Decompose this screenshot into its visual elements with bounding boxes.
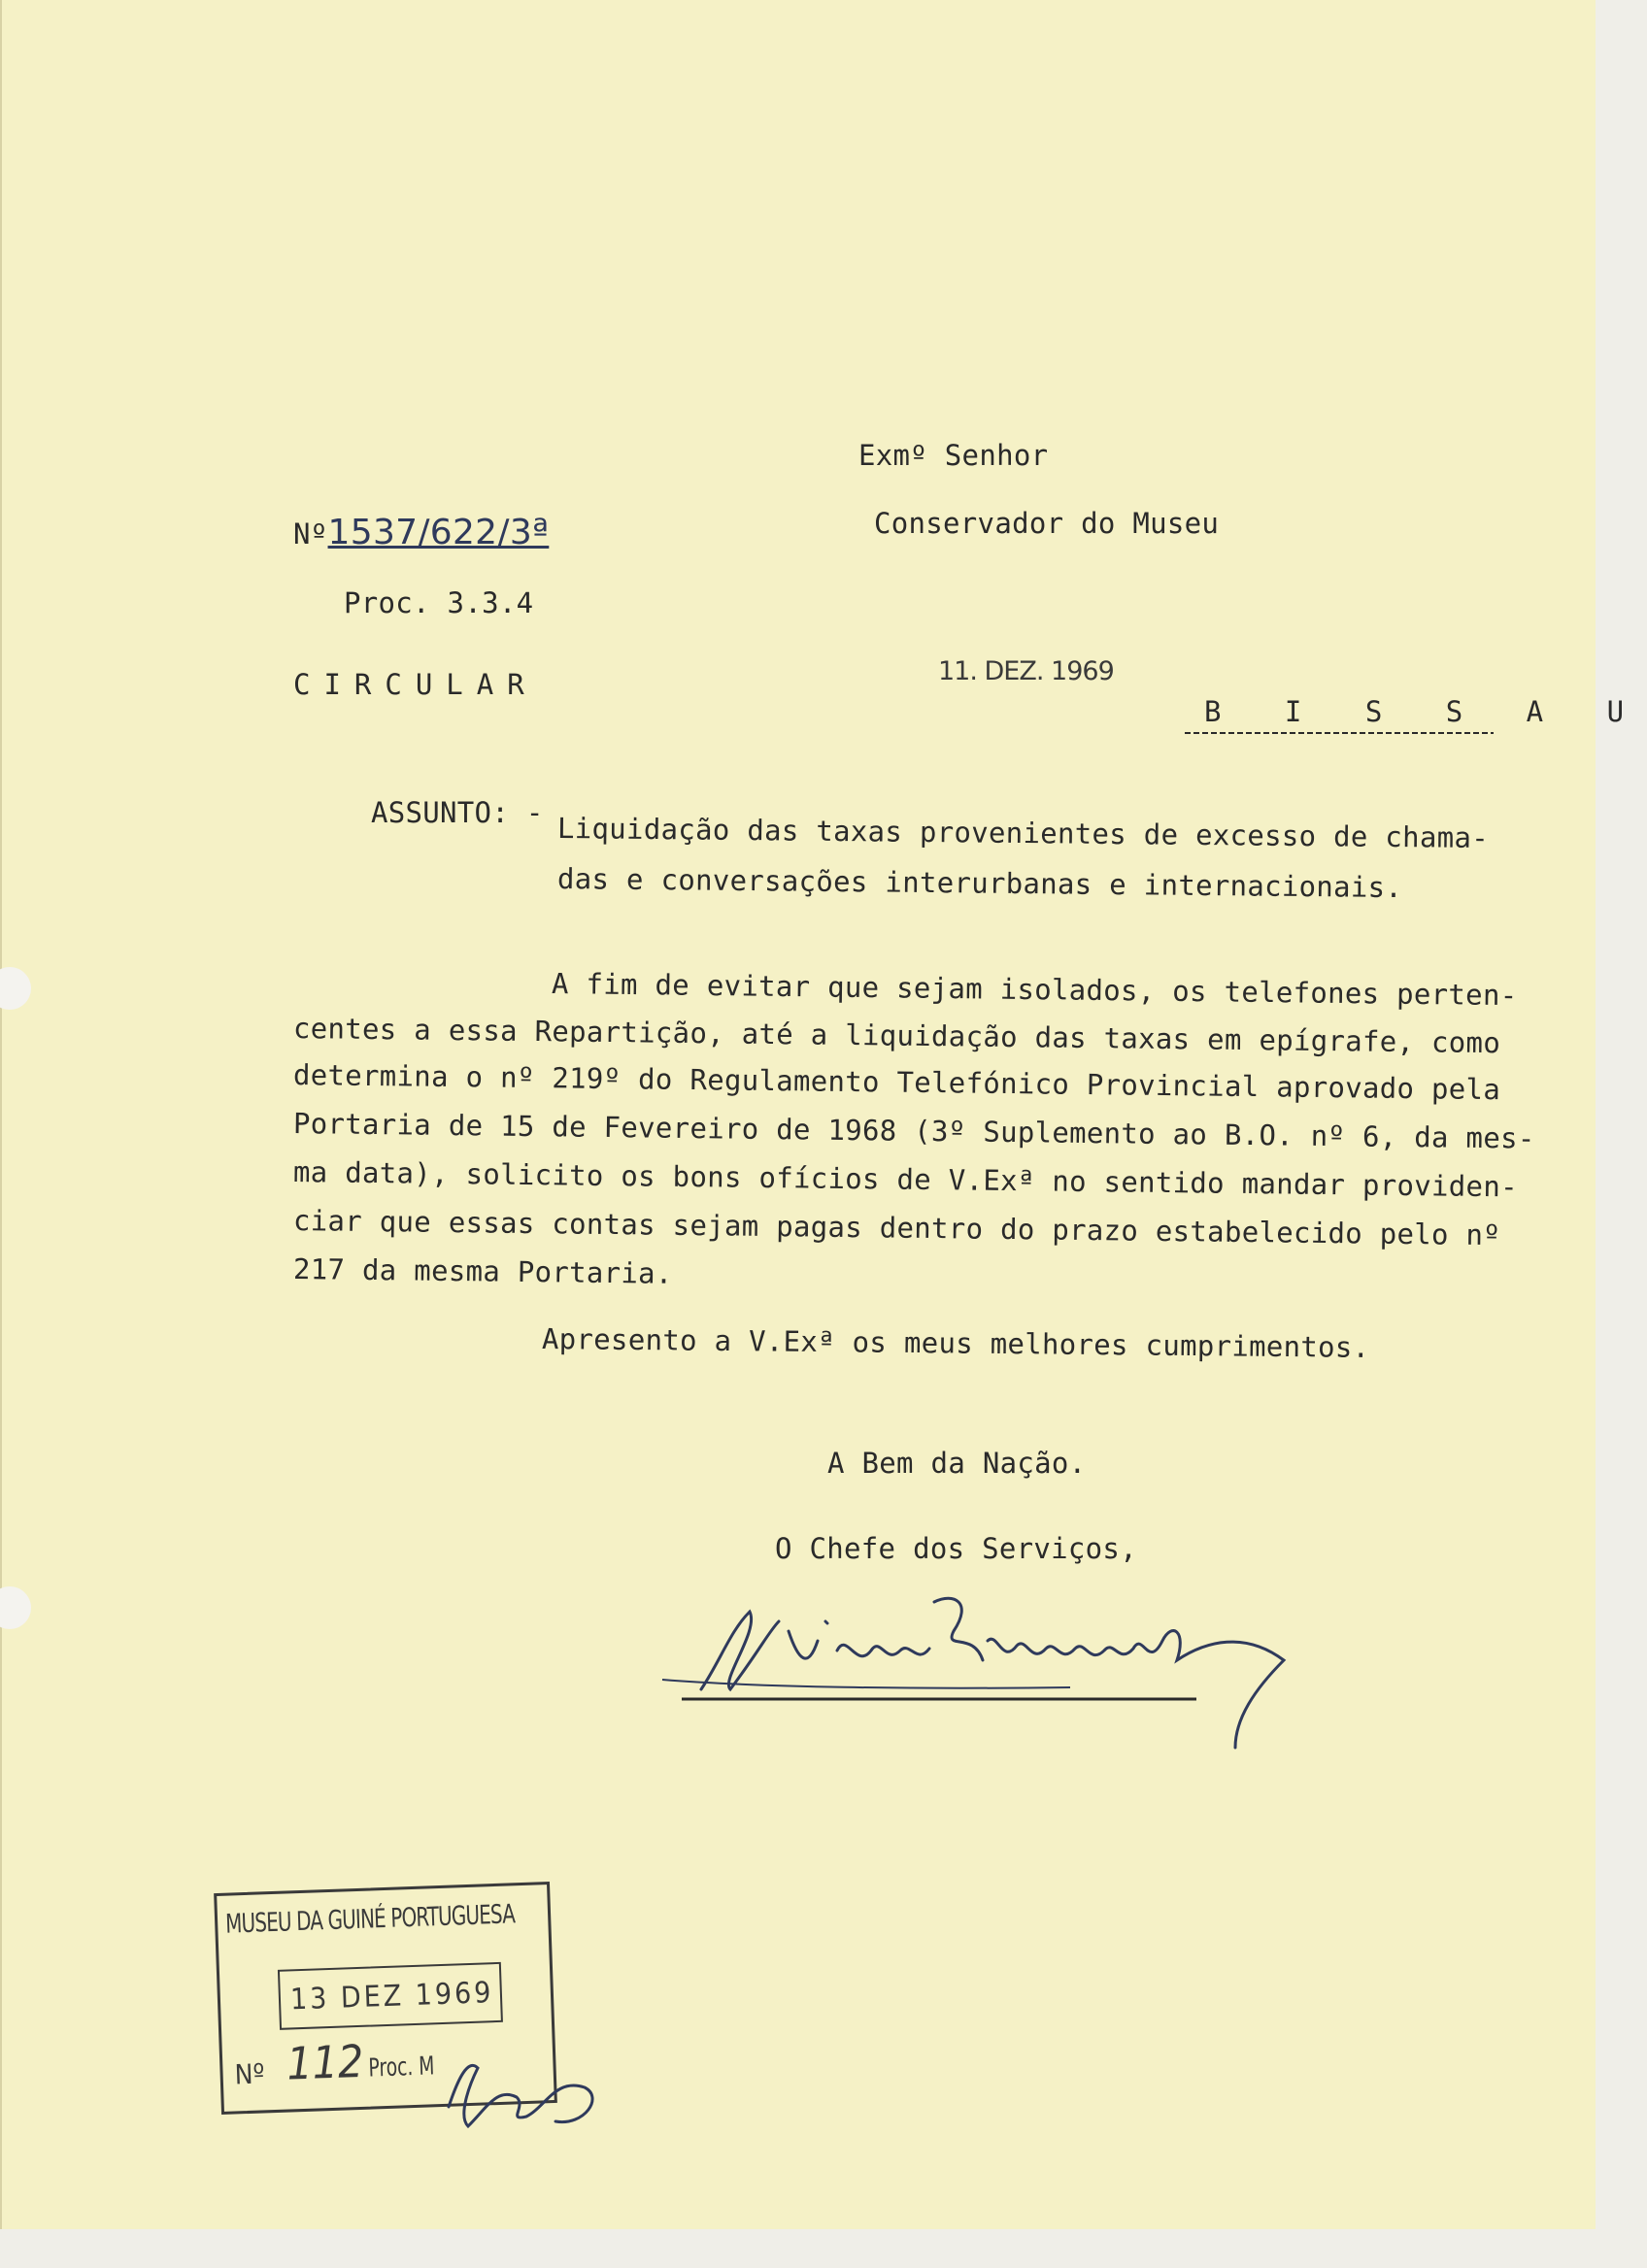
subject-line-2: das e conversações interurbanas e internacionais. [556,862,1403,905]
punch-hole-top [0,967,31,1010]
location-underline [1185,728,1494,738]
stamp-number-label: Nº [234,2057,265,2091]
stamp-header: MUSEU DA GUINÉ PORTUGUESA [224,1899,516,1940]
stamp-date-box [278,1962,503,2030]
addressee-line-1: Exmº Senhor [858,439,1049,472]
punch-hole-bottom [0,1586,31,1629]
subject-label: ASSUNTO: - [371,796,544,829]
addressee-line-2: Conservador do Museu [874,507,1220,540]
received-date: 11. DEZ. 1969 [938,656,1114,686]
stamp-proc-label: Proc. M [368,2051,435,2084]
closing-line: Apresento a V.Exª os meus melhores cumprimentos. [541,1322,1370,1364]
body-line-2: centes a essa Repartição, até a liquidação das taxas em epígrafe, como [292,1012,1501,1060]
reference-number: 1537/622/3ª [327,513,550,552]
stamp-date: 13 DEZ 1969 [289,1976,494,2018]
body-line-3: determina o nº 219º do Regulamento Telefónico Provincial aprovado pela [292,1058,1501,1107]
signatory-title: O Chefe dos Serviços, [775,1532,1137,1565]
location-bissau: B I S S A U [1204,695,1647,728]
subject-line-1: Liquidação das taxas provenientes de excesso de chama- [556,812,1490,855]
salutation: A Bem da Nação. [827,1447,1087,1480]
body-line-7: 217 da mesma Portaria. [292,1252,673,1290]
stamp-initials [429,2049,623,2136]
stamp-number-value: 112 [286,2034,365,2090]
body-line-4: Portaria de 15 de Fevereiro de 1968 (3º Suplemento ao B.O. nº 6, da mes- [292,1107,1535,1155]
proc-number: Proc. 3.3.4 [344,586,534,619]
body-line-5: ma data), solicito os bons ofícios de V.Exª no sentido mandar providen- [292,1155,1519,1204]
body-line-1: A fim de evitar que sejam isolados, os telefones perten- [551,967,1518,1013]
handwritten-signature [662,1573,1284,1748]
reference-prefix: Nº [293,517,328,550]
reference-line [293,513,549,552]
circular-label: CIRCULAR [293,668,538,701]
body-line-6: ciar que essas contas sejam pagas dentro do prazo estabelecido pelo nº [292,1204,1501,1252]
